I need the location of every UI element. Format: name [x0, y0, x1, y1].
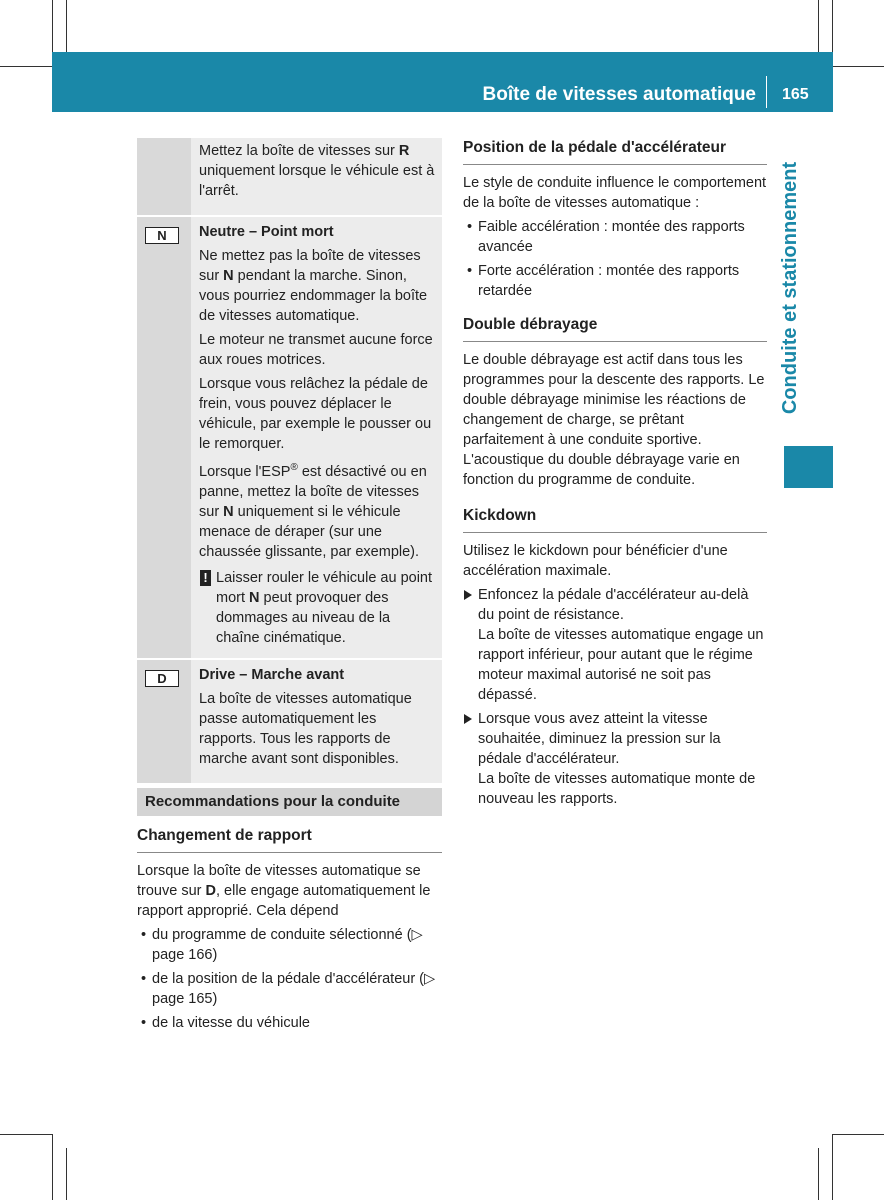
- gear-key-cell: [137, 217, 191, 658]
- step-list: [463, 585, 767, 809]
- section-heading: Changement de rapport: [137, 826, 442, 853]
- step-result: La boîte de vitesses automatique monte de nouveau les rapports.: [478, 771, 756, 807]
- crop-mark: [833, 1134, 884, 1135]
- crop-mark: [818, 1148, 819, 1200]
- crop-mark: [66, 0, 67, 52]
- gear-n-title: Neutre – Point mort: [199, 224, 334, 240]
- crop-mark: [66, 1148, 67, 1200]
- body-paragraph: Le double débrayage est actif dans tous les programmes pour la descente des rapports. Le double débrayage minimise les réactions de changement de charge, se prêtant parfaitement à une conduite sportive. L'acoustique du double débrayage varie en fonction du programme de conduite.: [463, 352, 765, 488]
- body-paragraph: Lorsque la boîte de vitesses automatique se trouve sur D, elle engage automatiquement le rapport approprié. Cela dépend: [137, 863, 431, 919]
- list-item: • Faible accélération : montée des rapports avancée: [463, 217, 767, 257]
- gear-description-cell: [191, 217, 442, 658]
- list-item: • Forte accélération : montée des rapports retardée: [463, 261, 767, 301]
- warning-text: Laisser rouler le véhicule au point mort N peut provoquer des dommages au niveau de la chaîne cinématique.: [216, 569, 433, 646]
- header-divider: [766, 76, 767, 108]
- list-item: [463, 709, 767, 809]
- list-item: • du programme de conduite sélectionné (▷ page 166): [137, 925, 442, 965]
- step-action: Enfoncez la pédale d'accélérateur au-delà du point de résistance.: [478, 587, 749, 623]
- list-item: • de la position de la pédale d'accélérateur (▷ page 165): [137, 969, 442, 1009]
- body-paragraph: Utilisez le kickdown pour bénéficier d'une accélération maximale.: [463, 543, 728, 579]
- gear-d-title: Drive – Marche avant: [199, 666, 345, 683]
- section-heading: Kickdown: [463, 506, 767, 533]
- gear-d-paragraph: La boîte de vitesses automatique passe automatiquement les rapports. Tous les rapports de marche avant sont disponibles.: [199, 690, 412, 767]
- gear-key-cell: [137, 660, 191, 783]
- r-row-text: Mettez la boîte de vitesses sur R uniquement lorsque le véhicule est à l'arrêt.: [199, 143, 435, 199]
- gear-description-cell: [191, 660, 442, 783]
- crop-mark: [833, 66, 884, 67]
- chapter-tab-label: Conduite et stationnement: [779, 161, 802, 415]
- step-action: Lorsque vous avez atteint la vitesse souhaitée, diminuez la pression sur la pédale d'accélérateur.: [478, 711, 721, 767]
- chapter-tab: [770, 138, 810, 438]
- crop-mark: [52, 0, 53, 52]
- arrow-right-icon: [464, 714, 472, 724]
- crop-mark: [832, 1134, 833, 1200]
- crop-mark: [0, 1134, 52, 1135]
- section-heading: Position de la pédale d'accélérateur: [463, 138, 767, 165]
- table-row: [137, 660, 442, 783]
- list-item: • de la vitesse du véhicule: [137, 1013, 442, 1033]
- gear-n-paragraph: Le moteur ne transmet aucune force aux roues motrices.: [199, 332, 433, 368]
- crop-mark: [0, 66, 52, 67]
- chapter-tab-marker: [784, 446, 833, 488]
- right-column: [463, 138, 767, 813]
- section-title: Recommandations pour la conduite: [137, 788, 442, 816]
- arrow-right-icon: [464, 590, 472, 600]
- gear-n-paragraph: Lorsque vous relâchez la pédale de frein, vous pouvez déplacer le véhicule, par exemple le pousser ou le remorquer.: [199, 376, 432, 452]
- gear-description-cell: [191, 138, 442, 215]
- warning-icon: !: [200, 570, 211, 586]
- gear-d-key: D: [145, 670, 179, 687]
- step-result: La boîte de vitesses automatique engage un rapport inférieur, pour autant que le régime moteur maximal autorisé ne soit pas dépassé.: [478, 627, 764, 703]
- list-item: [463, 585, 767, 705]
- crop-mark: [832, 0, 833, 52]
- table-row: [137, 138, 442, 217]
- page-number: 165: [782, 86, 809, 103]
- warning-note: [199, 568, 436, 648]
- recommendations-section: [137, 788, 442, 1037]
- gear-n-paragraph: Ne mettez pas la boîte de vitesses sur N pendant la marche. Sinon, vous pourriez endommager la boîte de vitesses automatique.: [199, 248, 428, 324]
- page-title: Boîte de vitesses automatique: [482, 84, 756, 105]
- crop-mark: [818, 0, 819, 52]
- gear-position-table: [137, 138, 442, 783]
- body-paragraph: Le style de conduite influence le comportement de la boîte de vitesses automatique :: [463, 175, 767, 211]
- bullet-list: [137, 925, 442, 1033]
- crop-mark: [52, 1134, 53, 1200]
- bullet-list: [463, 217, 767, 301]
- gear-n-paragraph: Lorsque l'ESP® est désactivé ou en panne, mettez la boîte de vitesses sur N uniquement si le véhicule menace de déraper (sur une chaussée glissante, par exemple).: [199, 462, 427, 560]
- gear-key-cell: [137, 138, 191, 215]
- table-row: [137, 217, 442, 660]
- section-heading: Double débrayage: [463, 315, 767, 342]
- gear-n-key: N: [145, 227, 179, 244]
